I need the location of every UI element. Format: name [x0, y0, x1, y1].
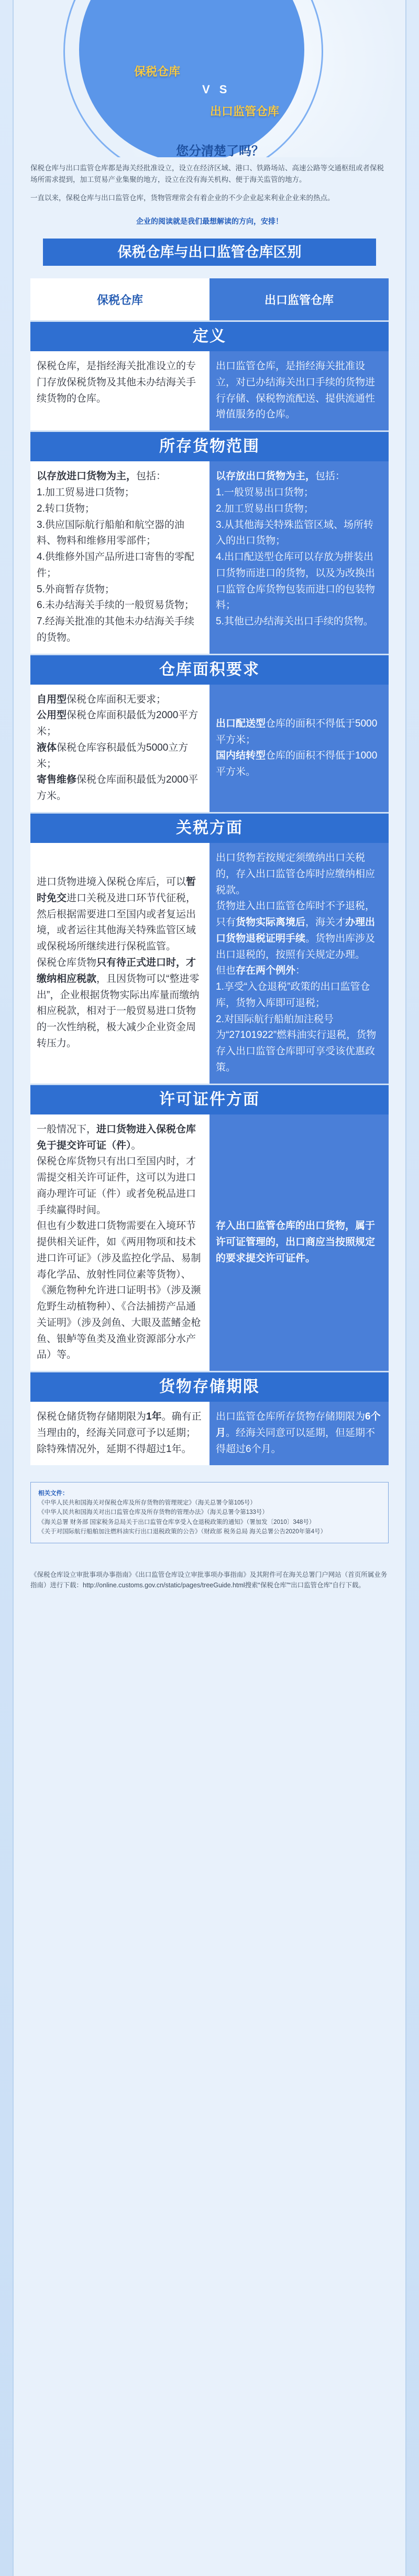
reference-item: 《海关总署 财务部 国家税务总局关于出口监管仓库享受入仓退税政策的通知》（署加发〔2010〕348号）: [38, 1519, 315, 1525]
period-bonded: [30, 1402, 210, 1465]
section-title-definition: 定义: [30, 320, 389, 351]
hero-title-export: 出口监管仓库: [210, 105, 280, 118]
reference-box: [30, 1482, 389, 1544]
list-item: 7.经海关批准的其他未办结海关手续的货物。: [37, 616, 194, 643]
area-text: 保税仓库面积最低为2000平方米。: [37, 774, 199, 802]
section-title-tax: 关税方面: [30, 812, 389, 843]
scope-export: [210, 461, 389, 653]
reference-item: 《关于对国际航行船舶加注燃料油实行出口退税政策的公告》（财政部 税务总局 海关总署公告2020年第4号）: [38, 1529, 327, 1535]
column-header-row: [30, 278, 389, 320]
tax-text: 出口货物若按规定须缴纳出口关税的，存入出口监管仓库时应缴纳相应税款。: [216, 852, 376, 896]
area-type: 寄售维修: [37, 774, 77, 786]
list-item: 1.一般贸易出口货物；: [216, 487, 314, 498]
area-text: 仓库的面积不得低于5000平方米；: [216, 718, 378, 745]
row-tax: [30, 843, 389, 1084]
area-text: 保税仓库面积无要求；: [67, 694, 167, 705]
footer-link[interactable]: http://online.customs.gov.cn/static/pages/treeGuide.html: [83, 1582, 245, 1589]
intro-paragraph-1: 保税仓库与出口监管仓库都是海关经批准设立，设立在经济区域、港口、铁路场站、高速公路等交通枢纽或者保税场所需求提到，加工贸易产业集聚的地方，设立在没有海关机构、便于海关监管的地方。: [30, 164, 384, 183]
article: [13, 0, 406, 2576]
comparison-table: [30, 278, 389, 1465]
tax-bold: 货物实际离境后: [236, 917, 306, 928]
list-item: 2.加工贸易出口货物；: [216, 503, 314, 514]
scope-bonded-head2: 包括：: [136, 471, 167, 482]
tax-text: ，且因货物可以“整进零出”，企业根据货物实际出库量而缴纳相应税款，相对于一般贸易进口货物的一次性纳税，极大减少企业资金周转压力。: [37, 973, 200, 1049]
period-export: [210, 1402, 389, 1465]
hero-question: 您分清楚了吗？: [176, 144, 264, 157]
license-text: 一般情况下，: [37, 1123, 97, 1135]
scope-bonded-head: 以存放进口货物为主，: [37, 471, 137, 482]
intro-paragraph-2: 一直以来，保税仓库与出口监管仓库，货物管理常会有着企业的不少企业起来利业企业来的热点。: [30, 194, 335, 202]
license-bonded: [30, 1114, 210, 1371]
list-item: 4.出口配送型仓库可以存放为拼装出口货物而进口的货物，以及为改换出口监管仓库货物包装而进口的包装物料；: [216, 551, 376, 611]
scope-export-head2: 包括：: [315, 471, 346, 482]
license-bold: 进口货物进入保税仓库免于提交许可证（件）: [37, 1123, 196, 1151]
period-bold: 6个月: [216, 1411, 381, 1438]
tax-text: 进口货物进境入保税仓库后，可以: [37, 876, 186, 888]
area-type: 出口配送型: [216, 718, 266, 729]
comparison-title: 保税仓库与出口监管仓库区别: [43, 239, 376, 266]
area-type: 液体: [37, 742, 57, 753]
tax-bold: 办理出口货物退税证明手续: [216, 917, 376, 944]
tax-text: 进口关税及进口环节代征税，然后根据需要进口至国内或者复运出境，或者运往其他海关特殊监管区域或保税场所继续进行保税监管。: [37, 892, 196, 953]
hero-title-bonded: 保税仓库: [134, 65, 181, 78]
row-license: [30, 1114, 389, 1371]
area-export: [210, 685, 389, 812]
period-text: 。确有正当理由的，经海关同意可予以延期；除特殊情况外，延期不得超过1年。: [37, 1411, 202, 1455]
area-text: 保税仓库容积最低为5000立方米；: [37, 742, 189, 770]
section-title-scope: 所存货物范围: [30, 430, 389, 461]
tax-text: 2.对国际航行船舶加注税号为“27101922”燃料油实行退税，货物存入出口监管仓库即可享受该优惠政策。: [216, 1013, 377, 1073]
tax-text: 。货物出库涉及出口退税的，按照有关规定办理。: [216, 933, 376, 960]
column-header-export: 出口监管仓库: [210, 278, 389, 320]
area-type: 国内结转型: [216, 750, 266, 762]
section-title-area: 仓库面积要求: [30, 654, 389, 685]
column-header-bonded: 保税仓库: [30, 278, 210, 320]
license-text: 但也有少数进口货物需要在入境环节提供相关证件，如《两用物项和技术进口许可证》（涉及监控化学品、易制毒化学品、放射性同位素等货物）、《濒危物种允许进口证明书》（涉及濒危野生动植物种）、《合法捕捞产品通关证明》（涉及剑鱼、大眼及蓝鳍金枪鱼、银鲈等鱼类及渔业资源部分水产品）等。: [37, 1220, 201, 1361]
list-item: 5.其他已办结海关出口手续的货物。: [216, 616, 373, 627]
area-bonded: [30, 685, 210, 812]
definition-bonded: 保税仓库，是指经海关批准设立的专门存放保税货物及其他未办结海关手续货物的仓库。: [30, 351, 210, 430]
list-item: 2.转口货物；: [37, 503, 95, 514]
list-item: 5.外商暂存货物；: [37, 583, 115, 595]
area-text: 保税仓库面积最低为2000平方米；: [37, 710, 199, 738]
hero-banner: [14, 0, 405, 157]
license-text: 保税仓库货物只有出口至国内时，才需提交相关许可证件，这可以为进口商办理许可证（件）或者免税品进口手续赢得时间。: [37, 1156, 196, 1216]
license-bold: 出口商应当按照规定的要求提交许可证件。: [216, 1237, 376, 1264]
period-text: 。经海关同意可以延期，但延期不得超过6个月。: [216, 1427, 376, 1455]
period-bold: 1年: [146, 1411, 162, 1423]
license-bold: 存入出口监管仓库的出口货物，属于许可证管理的，: [216, 1220, 376, 1248]
footer-text: 《保税仓库设立审批事项办事指南》《出口监管仓库设立审批事项办事指南》及其附件可在海关总署门户网站（首页所属业务指南）进行下载：: [30, 1571, 388, 1589]
list-item: 6.未办结海关手续的一般贸易货物；: [37, 600, 194, 611]
tax-bold: 暂时免交: [37, 876, 196, 904]
reference-item: 《中华人民共和国海关对出口监管仓库及所存货物的管理办法》（海关总署令第133号）: [38, 1509, 268, 1516]
definition-export: 出口监管仓库，是指经海关批准设立，对已办结海关出口手续的货物进行存储、保税物流配送、提供流通性增值服务的仓库。: [210, 351, 389, 430]
tax-export: [210, 843, 389, 1084]
tax-bold: 只有待正式进口时，才缴纳相应税款: [37, 957, 196, 984]
area-type: 公用型: [37, 710, 67, 721]
tax-text: 货物进入出口监管仓库时不予退税，只有: [216, 901, 376, 928]
intro: [14, 157, 405, 227]
tax-bold: 存在两个例外: [236, 965, 296, 977]
footer-note: [30, 1570, 389, 1590]
license-export: [210, 1114, 389, 1371]
tax-text: ：: [295, 965, 306, 977]
section-title-period: 货物存储期限: [30, 1371, 389, 1402]
scope-export-head: 以存放出口货物为主，: [216, 471, 316, 482]
row-scope: [30, 461, 389, 653]
area-type: 自用型: [37, 694, 67, 705]
period-text: 保税仓储货物存储期限为: [37, 1411, 147, 1423]
tax-bonded: [30, 843, 210, 1084]
row-area: [30, 685, 389, 812]
list-item: 4.供维修外国产品所进口寄售的零配件；: [37, 551, 194, 579]
tax-text: 1.享受“入仓退税”政策的出口监管仓库，货物入库即可退税；: [216, 981, 370, 1009]
period-text: 出口监管仓库所存货物存储期限为: [216, 1411, 366, 1423]
scope-bonded: [30, 461, 210, 653]
reference-item: 《中华人民共和国海关对保税仓库及所存货物的管理规定》（海关总署令第105号）: [38, 1499, 256, 1506]
tax-text: ，海关才: [305, 917, 346, 928]
hero-vs: V S: [202, 83, 230, 96]
license-text: 。: [131, 1140, 141, 1151]
intro-highlight: 企业的阅读就是我们最想解读的方向，安排！: [136, 217, 283, 225]
row-definition: [30, 351, 389, 430]
row-period: [30, 1402, 389, 1465]
footer-text: 搜索“保税仓库”“出口监管仓库”自行下载。: [245, 1582, 365, 1589]
section-title-license: 许可证件方面: [30, 1084, 389, 1114]
list-item: 1.加工贸易进口货物；: [37, 487, 135, 498]
area-text: 仓库的面积不得低于1000平方米。: [216, 750, 378, 778]
list-item: 3.供应国际航行船舶和航空器的油料、物料和维修用零部件；: [37, 519, 184, 547]
list-item: 3.从其他海关特殊监管区域、场所转入的出口货物；: [216, 519, 373, 547]
tax-text: 保税仓库货物: [37, 957, 97, 968]
reference-title: 相关文件：: [38, 1490, 69, 1497]
tax-text: 但也: [216, 965, 236, 977]
